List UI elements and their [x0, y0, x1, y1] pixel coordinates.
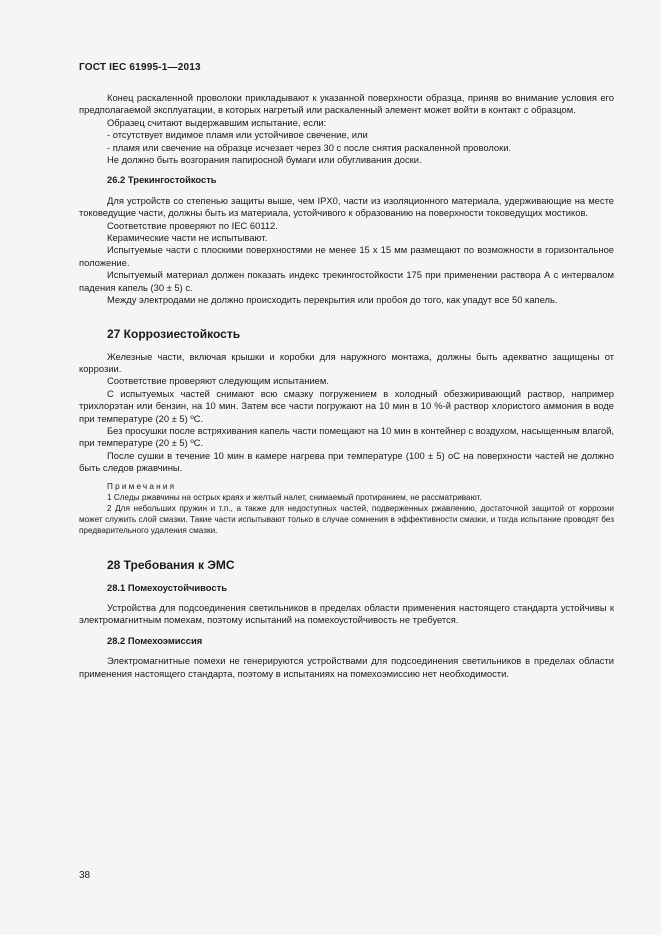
paragraph: Без просушки после встряхивания капель части помещают на 10 мин в контейнер с воздухом, насыщенным влагой, при температуре (20 ± 5) ºС. [79, 424, 614, 449]
paragraph: Испытуемые части с плоскими поверхностями не менее 15 х 15 мм размещают по возможности в горизонтальное положение. [79, 244, 614, 268]
page-number: 38 [79, 870, 91, 881]
notes-block [79, 481, 614, 536]
paragraph: Железные части, включая крышки и коробки для наружного монтажа, должны быть адекватно защищены от коррозии. [79, 350, 614, 374]
paragraph: Между электродами не должно происходить перекрытия или пробоя до того, как упадут все 50 капель. [107, 294, 558, 306]
paragraph: Конец раскаленной проволоки прикладывают к указанной поверхности образца, приняв во внимание условия его предполагаемой эксплуатации, в которых нагретый или раскаленный элемент может войти в контакт с образцом. [79, 92, 614, 116]
section-heading-28-2: 28.2 Помехоэмиссия [107, 634, 203, 646]
note-item: 2 Для небольших пружин и т.п., а также для недоступных частей, подверженных ржавлению, достаточной защитой от коррозии может служить слой смазки. Такие части испытывают только в случае сомнения в эффективности смазки, и тогда испытание проводят без предварительного удаления смазки. [79, 503, 614, 535]
notes-title: Примечания [107, 481, 177, 491]
paragraph: Соответствие проверяют по IEC 60112. [107, 219, 278, 231]
page-content [79, 92, 614, 680]
paragraph: С испытуемых частей снимают всю смазку погружением в холодный обезжиривающий раствор, например трихлорэтан или бензин, на 10 мин. Затем все части погружают на 10 мин в 10 %-й раствор хлористого аммония в воде при температуре (20 ± 5) ºС. [79, 387, 614, 424]
paragraph: Образец считают выдержавшим испытание, если: [107, 116, 327, 128]
document-header: ГОСТ IEC 61995-1—2013 [79, 62, 201, 73]
section-heading-26-2: 26.2 Трекингостойкость [107, 174, 217, 186]
paragraph: Керамические части не испытывают. [107, 232, 268, 244]
paragraph: Соответствие проверяют следующим испытанием. [107, 375, 329, 387]
note-item: 1 Следы ржавчины на острых краях и желтый налет, снимаемый протиранием, не рассматривают. [107, 492, 482, 502]
paragraph: После сушки в течение 10 мин в камере нагрева при температуре (100 ± 5) оС на поверхности частей не должно быть следов ржавчины. [79, 449, 614, 474]
paragraph: Испытуемый материал должен показать индекс трекингостойкости 175 при применении раствора А с интервалом падения капель (30 ± 5) с. [79, 269, 614, 293]
list-item: - пламя или свечение на образце исчезает через 30 с после снятия раскаленной проволоки. [107, 141, 512, 153]
list-item: - отсутствует видимое пламя или устойчивое свечение, или [107, 129, 368, 141]
paragraph: Электромагнитные помехи не генерируются устройствами для подсоединения светильников в пределах области применения настоящего стандарта, поэтому в испытаниях на помехоэмиссию нет необходимости. [79, 655, 614, 679]
section-heading-28: 28 Требования к ЭМС [107, 557, 235, 572]
paragraph: Не должно быть возгорания папиросной бумаги или обугливания доски. [107, 154, 422, 166]
paragraph: Устройства для подсоединения светильников в пределах области применения настоящего стандарта устойчивы к электромагнитным помехам, поэтому испытаний на помехоустойчивость не требуется. [79, 601, 614, 626]
paragraph: Для устройств со степенью защиты выше, чем IPX0, части из изоляционного материала, удерживающие на месте токоведущие части, должны быть из материала, устойчивого к образованию на поверхности токоведущих мостиков. [79, 194, 614, 219]
section-heading-28-1: 28.1 Помехоустойчивость [107, 581, 227, 593]
section-heading-27: 27 Коррозиестойкость [107, 326, 241, 341]
